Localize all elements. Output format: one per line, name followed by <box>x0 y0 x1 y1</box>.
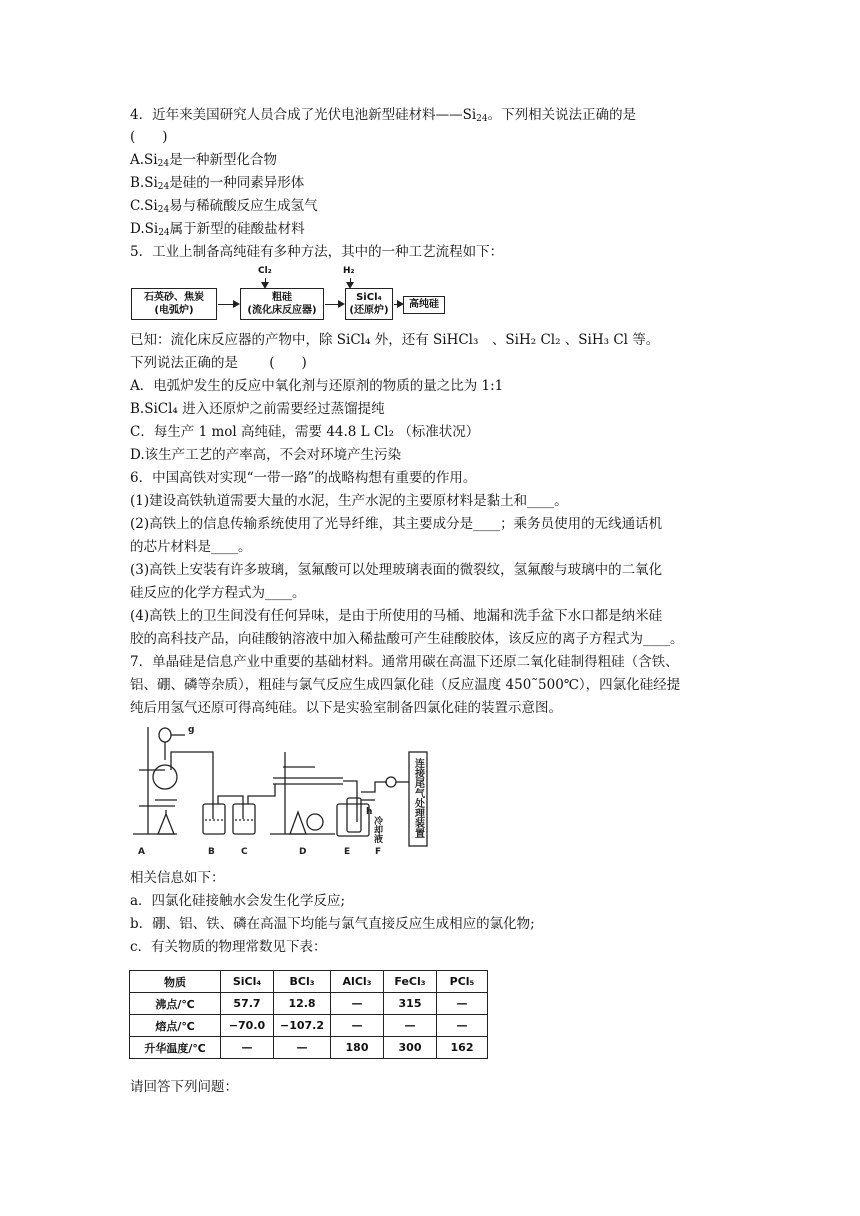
apparatus-diagram <box>125 722 435 862</box>
q7-info-b: b．硼、铝、铁、磷在高温下均能与氯气直接反应生成相应的氯化物; <box>130 916 535 932</box>
q4-option-b: $B.Si_{24}$是硅的一种同素异形体 <box>130 175 305 192</box>
apparatus-e-bottle <box>347 798 361 832</box>
table-cell: −107.2 <box>274 1015 331 1037</box>
table-header-cell: 物质 <box>130 971 221 993</box>
q7-closing: 请回答下列问题： <box>130 1079 238 1095</box>
apparatus-b-bottle <box>203 804 225 834</box>
physical-constants-table <box>129 970 488 1059</box>
table-cell: 升华温度/℃ <box>130 1037 221 1059</box>
apparatus-label-c: C <box>241 847 248 857</box>
flow-arrow-h2 <box>350 278 351 287</box>
apparatus-label-g: g <box>188 725 195 735</box>
table-cell: 57.7 <box>221 993 274 1015</box>
apparatus-a-lamp <box>158 814 174 834</box>
q5-option-a: A．电弧炉发生的反应中氧化剂与还原剂的物质的量之比为 1:1 <box>130 378 504 394</box>
table-cell: 162 <box>437 1037 488 1059</box>
apparatus-label-b: B <box>208 847 215 857</box>
q6-line-3: 的芯片材料是____。 <box>130 539 252 555</box>
apparatus-d-lamp <box>290 812 306 834</box>
flow-box-pure-silicon: 高纯硅 <box>403 296 445 314</box>
apparatus-e-bath <box>337 804 369 836</box>
table-cell: 熔点/℃ <box>130 1015 221 1037</box>
table-cell: — <box>221 1037 274 1059</box>
q6-line-5: 硅反应的化学方程式为____。 <box>130 585 306 601</box>
table-row <box>130 1037 488 1059</box>
q7-line-1: 7．单晶硅是信息产业中重要的基础材料。通常用碳在高温下还原二氧化硅制得粗硅（含铁、 <box>130 654 679 670</box>
flow-arrow-cl2 <box>265 278 266 287</box>
q6-line-7: 胶的高科技产品，向硅酸钠溶液中加入稀盐酸可产生硅酸胶体，该反应的离子方程式为____。 <box>130 631 684 647</box>
apparatus-label-cool: 冷却液 <box>372 816 382 843</box>
q4-option-c: $C.Si_{24}$易与稀硫酸反应生成氢气 <box>130 198 318 215</box>
table-row <box>130 1015 488 1037</box>
flow-box-reduction-furnace: SiCl₄ (还原炉) <box>345 288 393 320</box>
q7-info-c: c．有关物质的物理常数见下表： <box>130 939 327 955</box>
q7-info-a: a．四氯化硅接触水会发生化学反应; <box>130 893 346 909</box>
table-cell: 沸点/℃ <box>130 993 221 1015</box>
q5-option-d: D.该生产工艺的产率高，不会对环境产生污染 <box>130 447 402 463</box>
q7-info-title: 相关信息如下： <box>130 870 225 886</box>
table-cell: 300 <box>384 1037 437 1059</box>
apparatus-label-e: E <box>344 847 351 857</box>
q6-line-6: (4)高铁上的卫生间没有任何异味，是由于所使用的马桶、地漏和洗手盆下水口都是纳米硅 <box>130 608 663 624</box>
apparatus-a-flask <box>153 765 177 789</box>
table-header-cell: FeCl₃ <box>384 971 437 993</box>
q6-line-1: (1)建设高铁轨道需要大量的水泥，生产水泥的主要原材料是黏土和____。 <box>130 493 568 509</box>
table-cell: −70.0 <box>221 1015 274 1037</box>
flow-box-arc-furnace: 石英砂、焦炭 (电弧炉) <box>131 288 217 320</box>
q7-line-3: 纯后用氢气还原可得高纯硅。以下是实验室制备四氯化硅的装置示意图。 <box>130 700 562 716</box>
table-cell: — <box>384 1015 437 1037</box>
apparatus-label-tail: 连接尾气处理装置 <box>412 758 424 838</box>
q4-option-d: $D.Si_{24}$属于新型的硅酸盐材料 <box>130 221 305 238</box>
flow-box-fluidized-bed: 粗硅 (流化床反应器) <box>240 288 324 320</box>
q6-stem: 6．中国高铁对实现“一带一路”的战略构想有重要的作用。 <box>130 470 477 486</box>
flow-input-cl2: Cl₂ <box>258 266 272 276</box>
table-row <box>130 993 488 1015</box>
apparatus-f-drying-tube <box>386 777 396 787</box>
q5-known: 已知：流化床反应器的产物中，除 SiCl₄ 外，还有 SiHCl₃ 、SiH₂ Cl₂ 、SiH₃ Cl 等。 <box>130 332 660 348</box>
q5-ask: 下列说法正确的是 ( ) <box>130 355 307 371</box>
flow-input-h2: H₂ <box>343 266 355 276</box>
flow-arrow-2 <box>325 304 343 305</box>
q4-paren: ( ) <box>130 129 168 145</box>
apparatus-label-f: F <box>375 847 382 857</box>
table-cell: 180 <box>331 1037 384 1059</box>
table-header-cell: AlCl₃ <box>331 971 384 993</box>
table-cell: — <box>437 993 488 1015</box>
q5-option-b: B.SiCl₄ 进入还原炉之前需要经过蒸馏提纯 <box>130 401 385 417</box>
table-cell: 315 <box>384 993 437 1015</box>
q6-line-2: (2)高铁上的信息传输系统使用了光导纤维，其主要成分是____；乘务员使用的无线通话机 <box>130 516 663 532</box>
apparatus-label-d: D <box>299 847 307 857</box>
table-cell: — <box>274 1037 331 1059</box>
table-cell: — <box>437 1015 488 1037</box>
table-header-cell: BCl₃ <box>274 971 331 993</box>
flow-arrow-1 <box>218 304 238 305</box>
flow-arrow-3 <box>394 304 402 305</box>
apparatus-label-h: h <box>366 807 373 817</box>
table-cell: — <box>331 1015 384 1037</box>
apparatus-c-bottle <box>233 804 255 834</box>
table-header-row <box>130 971 488 993</box>
q5-option-c: C．每生产 1 mol 高纯硅，需要 44.8 L Cl₂ （标准状况） <box>130 424 480 440</box>
q4-option-a: $A.Si_{24}$是一种新型化合物 <box>130 152 278 169</box>
table-cell: 12.8 <box>274 993 331 1015</box>
q5-stem: 5．工业上制备高纯硅有多种方法，其中的一种工艺流程如下： <box>130 244 504 260</box>
apparatus-label-a: A <box>138 847 145 857</box>
apparatus-a-funnel <box>159 728 171 742</box>
table-header-cell: PCl₅ <box>437 971 488 993</box>
q6-line-4: (3)高铁上安装有许多玻璃，氢氟酸可以处理玻璃表面的微裂纹，氢氟酸与玻璃中的二氧化 <box>130 562 663 578</box>
q4-stem: 4．近年来美国研究人员合成了光伏电池新型硅材料$——Si_{24}$。下列相关说法正确的是 <box>130 107 637 124</box>
table-cell: — <box>331 993 384 1015</box>
table-header-cell: SiCl₄ <box>221 971 274 993</box>
q7-line-2: 铝、硼、磷等杂质），粗硅与氯气反应生成四氯化硅（反应温度 450˜500℃），四氯化硅经提 <box>130 677 681 693</box>
